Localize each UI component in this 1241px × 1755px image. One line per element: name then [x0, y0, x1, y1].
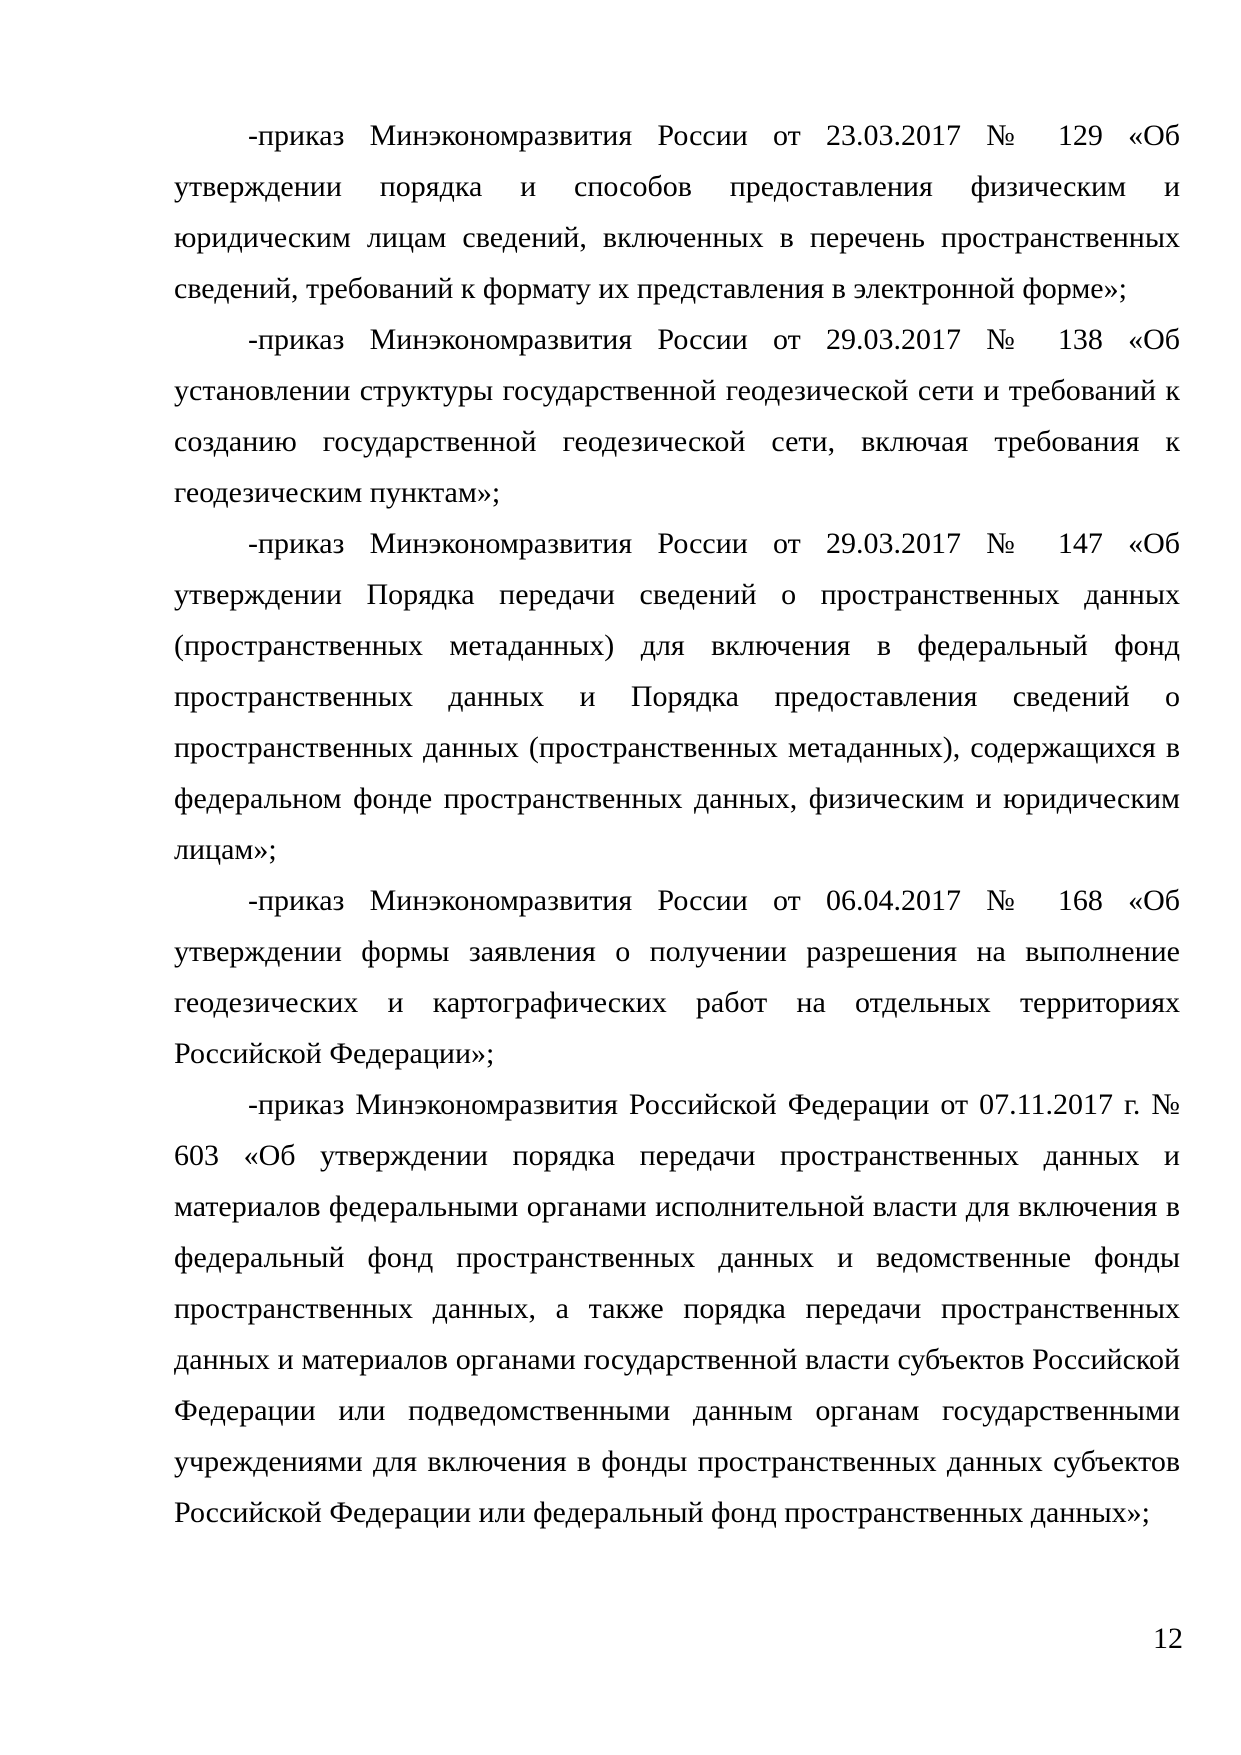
paragraph-order-129: -приказ Минэкономразвития России от 23.03.2017 № 129 «Об утверждении порядка и способов предоставления физическим и юридическим лицам сведений, включенных в перечень пространственных сведений, требований к формату их представления в электронной форме»;: [174, 119, 1180, 305]
page-number: 12: [1153, 1622, 1183, 1655]
paragraph-order-603: -приказ Минэкономразвития Российской Федерации от 07.11.2017 г. № 603 «Об утверждении порядка передачи пространственных данных и материалов федеральными органами исполнительной власти для включения в федеральный фонд пространственных данных и ведомственные фонды пространственных данных, а также порядка передачи пространственных данных и материалов органами государственной власти субъектов Российской Федерации или подведомственными данным органам государственными учреждениями для включения в фонды пространственных данных субъектов Российской Федерации или федеральный фонд пространственных данных»;: [174, 1088, 1180, 1529]
document-body: [174, 110, 1180, 1538]
paragraph-order-138: -приказ Минэкономразвития России от 29.03.2017 № 138 «Об установлении структуры государственной геодезической сети и требований к созданию государственной геодезической сети, включая требования к геодезическим пунктам»;: [174, 323, 1180, 509]
paragraph-order-168: -приказ Минэкономразвития России от 06.04.2017 № 168 «Об утверждении формы заявления о получении разрешения на выполнение геодезических и картографических работ на отдельных территориях Российской Федерации»;: [174, 884, 1180, 1070]
paragraph-order-147: -приказ Минэкономразвития России от 29.03.2017 № 147 «Об утверждении Порядка передачи сведений о пространственных данных (пространственных метаданных) для включения в федеральный фонд пространственных данных и Порядка предоставления сведений о пространственных данных (пространственных метаданных), содержащихся в федеральном фонде пространственных данных, физическим и юридическим лицам»;: [174, 527, 1180, 866]
